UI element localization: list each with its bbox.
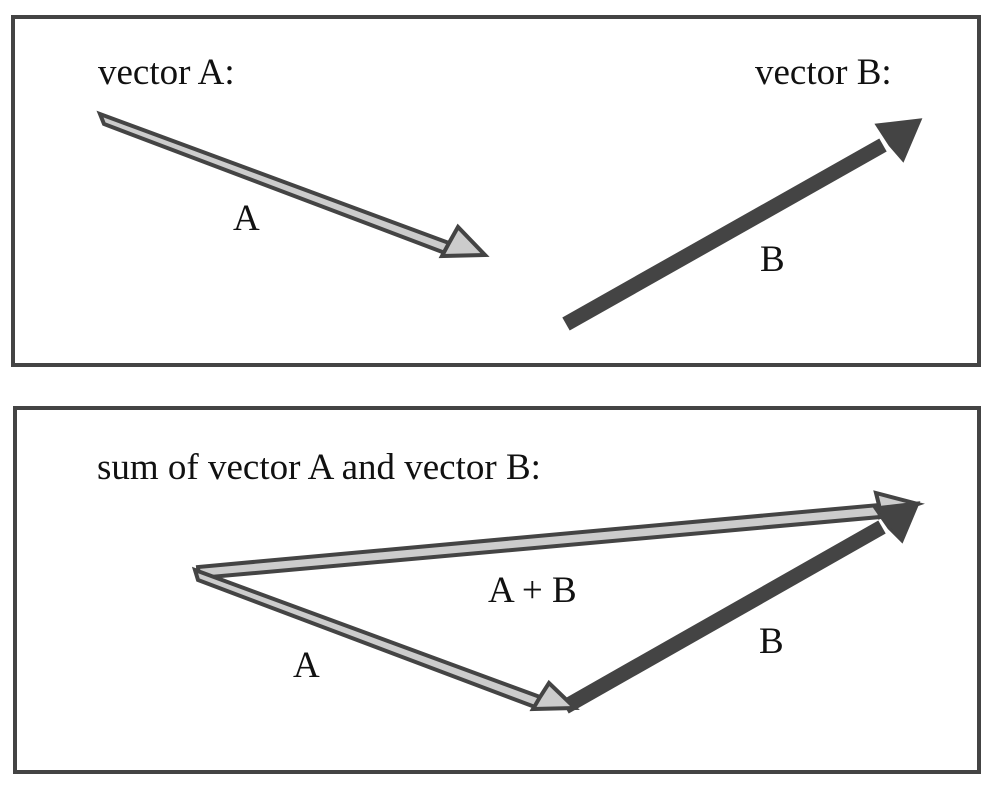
vector-b-shaft xyxy=(566,145,883,324)
vector-b-placed-shaft xyxy=(565,527,882,707)
vector-sum-label: A + B xyxy=(488,570,577,611)
sum-caption: sum of vector A and vector B: xyxy=(97,447,541,488)
vector-a-arrow xyxy=(100,114,485,256)
vector-b-label: B xyxy=(760,239,785,280)
vector-b-head xyxy=(877,120,920,160)
vector-a-placed-label: A xyxy=(293,645,320,686)
vector-a-shaft xyxy=(100,114,449,253)
vector-a-head xyxy=(442,227,485,256)
vector-a-label: A xyxy=(233,198,260,239)
vector-a-caption: vector A: xyxy=(98,52,235,93)
vector-b-placed-label: B xyxy=(759,621,784,662)
vector-a-placed-head xyxy=(533,683,575,709)
vector-b-caption: vector B: xyxy=(755,52,892,93)
vector-sum-shaft xyxy=(198,505,880,578)
vector-b-arrow xyxy=(566,120,920,324)
